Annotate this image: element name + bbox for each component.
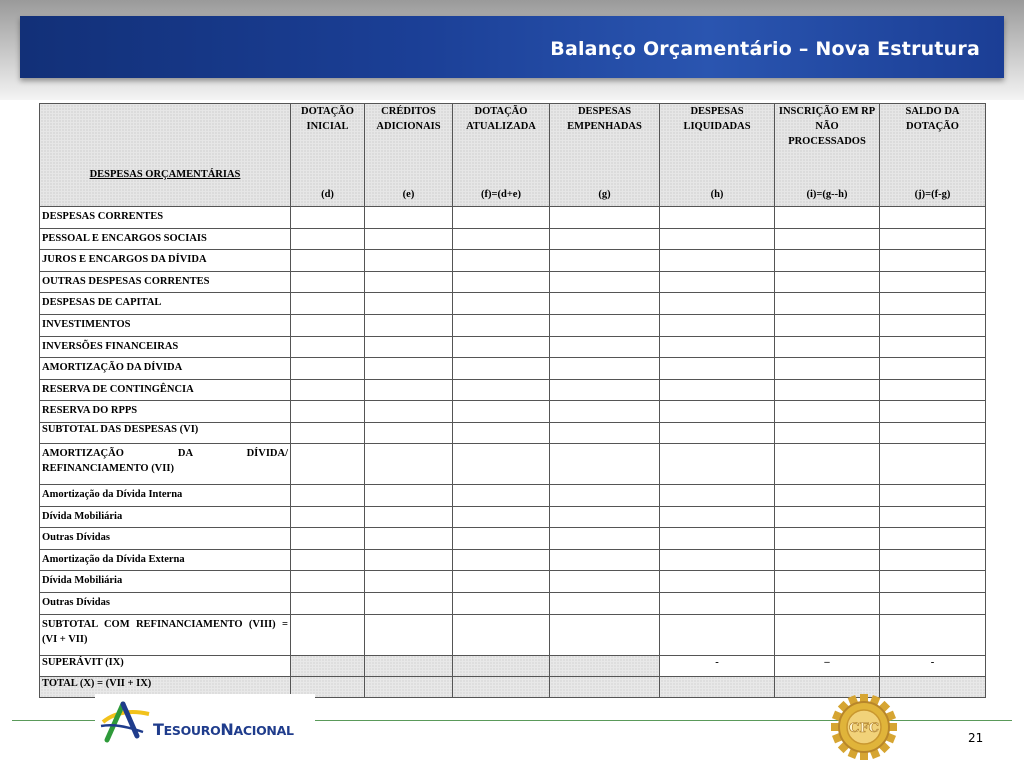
value-cell [660, 293, 775, 315]
value-cell [291, 358, 365, 380]
value-cell [880, 484, 986, 506]
value-cell [660, 484, 775, 506]
column-title: DOTAÇÃO INICIAL [301, 106, 354, 132]
tesouro-nacional-logo [95, 694, 315, 748]
value-cell [660, 571, 775, 593]
value-cell [365, 314, 453, 336]
row-label: DESPESAS DE CAPITAL [40, 293, 291, 315]
value-cell [365, 271, 453, 293]
row-label: AMORTIZAÇÃO DA DÍVIDA/ REFINANCIAMENTO (VII) [40, 443, 291, 484]
column-header [291, 104, 365, 207]
value-cell [775, 443, 880, 484]
value-cell [880, 401, 986, 423]
row-header-cell [40, 104, 291, 207]
value-cell [291, 443, 365, 484]
value-cell [453, 571, 550, 593]
table-row [40, 484, 986, 506]
value-cell [291, 250, 365, 272]
value-cell [880, 614, 986, 655]
value-cell [291, 401, 365, 423]
value-cell [660, 271, 775, 293]
value-cell [550, 228, 660, 250]
row-label: INVERSÕES FINANCEIRAS [40, 336, 291, 358]
value-cell [550, 528, 660, 550]
value-cell [880, 336, 986, 358]
value-cell [291, 549, 365, 571]
cfc-seal-icon [829, 694, 899, 760]
value-cell [880, 592, 986, 614]
value-cell [550, 250, 660, 272]
value-cell [880, 228, 986, 250]
column-header [365, 104, 453, 207]
table-row [40, 250, 986, 272]
column-formula: (e) [402, 189, 415, 200]
value-cell [453, 271, 550, 293]
value-cell [775, 293, 880, 315]
value-cell [291, 271, 365, 293]
value-cell [291, 293, 365, 315]
value-cell [660, 443, 775, 484]
value-cell [453, 336, 550, 358]
value-cell [365, 443, 453, 484]
row-label: OUTRAS DESPESAS CORRENTES [40, 271, 291, 293]
table-row [40, 549, 986, 571]
value-cell [880, 250, 986, 272]
value-cell [365, 655, 453, 676]
column-title: DESPESAS LIQUIDADAS [683, 106, 751, 132]
row-label: RESERVA DO RPPS [40, 401, 291, 423]
value-cell [880, 549, 986, 571]
row-label: RESERVA DE CONTINGÊNCIA [40, 379, 291, 401]
column-header [660, 104, 775, 207]
value-cell [880, 271, 986, 293]
table-row [40, 314, 986, 336]
value-cell [775, 250, 880, 272]
value-cell [365, 228, 453, 250]
column-header [453, 104, 550, 207]
value-cell [365, 676, 453, 697]
value-cell [365, 528, 453, 550]
value-cell [660, 528, 775, 550]
value-cell [880, 293, 986, 315]
value-cell [453, 655, 550, 676]
row-label: Dívida Mobiliária [40, 506, 291, 528]
value-cell [775, 336, 880, 358]
column-title: INSCRIÇÃO EM RP NÃO PROCESSADOS [778, 106, 876, 147]
value-cell [880, 506, 986, 528]
value-cell [660, 207, 775, 229]
value-cell [291, 484, 365, 506]
column-header [775, 104, 880, 207]
value-cell [775, 528, 880, 550]
value-cell [660, 379, 775, 401]
table-header-row [40, 104, 986, 207]
logo-word: ACIONAL [233, 723, 294, 738]
value-cell [880, 571, 986, 593]
value-cell [775, 379, 880, 401]
value-cell [775, 422, 880, 443]
value-cell [550, 379, 660, 401]
value-cell [660, 314, 775, 336]
value-cell [453, 358, 550, 380]
value-cell [291, 379, 365, 401]
value-cell [550, 271, 660, 293]
value-cell [453, 293, 550, 315]
value-cell [453, 614, 550, 655]
value-cell [880, 314, 986, 336]
table-body [40, 207, 986, 698]
value-cell [291, 614, 365, 655]
table-row [40, 506, 986, 528]
value-cell [365, 293, 453, 315]
value-cell [291, 422, 365, 443]
value-cell [550, 314, 660, 336]
value-cell [775, 207, 880, 229]
value-cell [365, 358, 453, 380]
value-cell [660, 614, 775, 655]
value-cell [291, 228, 365, 250]
value-cell [660, 401, 775, 423]
value-cell [775, 314, 880, 336]
value-cell [550, 358, 660, 380]
value-cell [775, 358, 880, 380]
value-cell [291, 207, 365, 229]
value-cell [775, 571, 880, 593]
column-header [550, 104, 660, 207]
value-cell [453, 422, 550, 443]
value-cell [550, 549, 660, 571]
row-label: Outras Dívidas [40, 528, 291, 550]
value-cell [660, 506, 775, 528]
value-cell [660, 336, 775, 358]
row-label: Amortização da Dívida Interna [40, 484, 291, 506]
value-cell: - [880, 655, 986, 676]
value-cell [453, 528, 550, 550]
value-cell [660, 358, 775, 380]
value-cell [550, 614, 660, 655]
value-cell [365, 549, 453, 571]
table-row [40, 401, 986, 423]
value-cell [550, 422, 660, 443]
logo-word: ESOURO [163, 723, 221, 738]
value-cell [365, 250, 453, 272]
column-title: CRÉDITOS ADICIONAIS [376, 106, 441, 132]
value-cell [453, 676, 550, 697]
table-row [40, 571, 986, 593]
row-label: AMORTIZAÇÃO DA DÍVIDA [40, 358, 291, 380]
row-label: INVESTIMENTOS [40, 314, 291, 336]
value-cell [660, 592, 775, 614]
table-row [40, 528, 986, 550]
value-cell [550, 655, 660, 676]
value-cell [291, 528, 365, 550]
value-cell [880, 379, 986, 401]
row-label: PESSOAL E ENCARGOS SOCIAIS [40, 228, 291, 250]
row-label: SUBTOTAL COM REFINANCIAMENTO (VIII) = (VI + VII) [40, 614, 291, 655]
value-cell [550, 676, 660, 697]
seal-text: CFC [849, 721, 879, 736]
value-cell [550, 484, 660, 506]
column-title: DESPESAS EMPENHADAS [567, 106, 642, 132]
value-cell [775, 506, 880, 528]
logo-letter: T [153, 720, 164, 739]
row-label: SUPERÁVIT (IX) [40, 655, 291, 676]
title-banner [20, 16, 1004, 78]
value-cell [453, 484, 550, 506]
value-cell [365, 401, 453, 423]
value-cell [775, 484, 880, 506]
value-cell [291, 336, 365, 358]
column-formula: (h) [710, 189, 724, 200]
value-cell [550, 293, 660, 315]
value-cell [453, 443, 550, 484]
row-label: TOTAL (X) = (VII + IX) [40, 676, 291, 697]
value-cell [453, 401, 550, 423]
page-number: 21 [968, 731, 984, 745]
row-label: SUBTOTAL DAS DESPESAS (VI) [40, 422, 291, 443]
column-header [880, 104, 986, 207]
value-cell [660, 676, 775, 697]
row-label: Amortização da Dívida Externa [40, 549, 291, 571]
value-cell [291, 506, 365, 528]
value-cell [775, 592, 880, 614]
value-cell [550, 592, 660, 614]
table-row [40, 592, 986, 614]
value-cell [550, 207, 660, 229]
table-row [40, 443, 986, 484]
value-cell [660, 422, 775, 443]
value-cell [880, 358, 986, 380]
value-cell [365, 484, 453, 506]
logo-mark-icon [97, 696, 153, 746]
value-cell [550, 401, 660, 423]
column-title: SALDO DA DOTAÇÃO [905, 106, 960, 132]
column-title: DOTAÇÃO ATUALIZADA [466, 106, 536, 132]
row-label: Dívida Mobiliária [40, 571, 291, 593]
table-row [40, 358, 986, 380]
slide-title: Balanço Orçamentário – Nova Estrutura [550, 38, 980, 60]
logo-wordmark [153, 720, 294, 739]
value-cell [453, 379, 550, 401]
value-cell [453, 592, 550, 614]
value-cell [453, 506, 550, 528]
value-cell: - [660, 655, 775, 676]
value-cell [775, 549, 880, 571]
value-cell [880, 207, 986, 229]
value-cell [453, 250, 550, 272]
table-row [40, 614, 986, 655]
value-cell [365, 207, 453, 229]
table-row [40, 655, 986, 676]
value-cell [550, 506, 660, 528]
table-row [40, 228, 986, 250]
table-row [40, 207, 986, 229]
value-cell [365, 592, 453, 614]
table-row [40, 379, 986, 401]
row-header-label: DESPESAS ORÇAMENTÁRIAS [89, 169, 241, 180]
column-formula: (f)=(d+e) [481, 189, 521, 200]
value-cell [365, 336, 453, 358]
value-cell [365, 614, 453, 655]
row-label: Outras Dívidas [40, 592, 291, 614]
budget-balance-table [39, 103, 986, 698]
value-cell [550, 571, 660, 593]
row-label: JUROS E ENCARGOS DA DÍVIDA [40, 250, 291, 272]
value-cell [775, 401, 880, 423]
value-cell [453, 228, 550, 250]
value-cell [775, 228, 880, 250]
value-cell [550, 443, 660, 484]
value-cell [775, 614, 880, 655]
value-cell [453, 314, 550, 336]
value-cell [365, 571, 453, 593]
value-cell [365, 422, 453, 443]
value-cell [365, 506, 453, 528]
value-cell [365, 379, 453, 401]
value-cell [880, 422, 986, 443]
column-formula: (d) [321, 189, 334, 200]
value-cell: – [775, 655, 880, 676]
column-formula: (i)=(g--h) [806, 189, 848, 200]
value-cell [453, 207, 550, 229]
value-cell [291, 571, 365, 593]
column-formula: (j)=(f-g) [914, 189, 951, 200]
value-cell [660, 549, 775, 571]
table-row [40, 336, 986, 358]
value-cell [660, 228, 775, 250]
logo-letter: N [220, 720, 234, 739]
value-cell [453, 549, 550, 571]
value-cell [775, 271, 880, 293]
table-row [40, 422, 986, 443]
value-cell [660, 250, 775, 272]
column-formula: (g) [598, 189, 611, 200]
value-cell [550, 336, 660, 358]
table-row [40, 293, 986, 315]
value-cell [291, 592, 365, 614]
value-cell [880, 443, 986, 484]
value-cell [880, 528, 986, 550]
value-cell [291, 314, 365, 336]
table-row [40, 271, 986, 293]
row-label: DESPESAS CORRENTES [40, 207, 291, 229]
value-cell [291, 655, 365, 676]
